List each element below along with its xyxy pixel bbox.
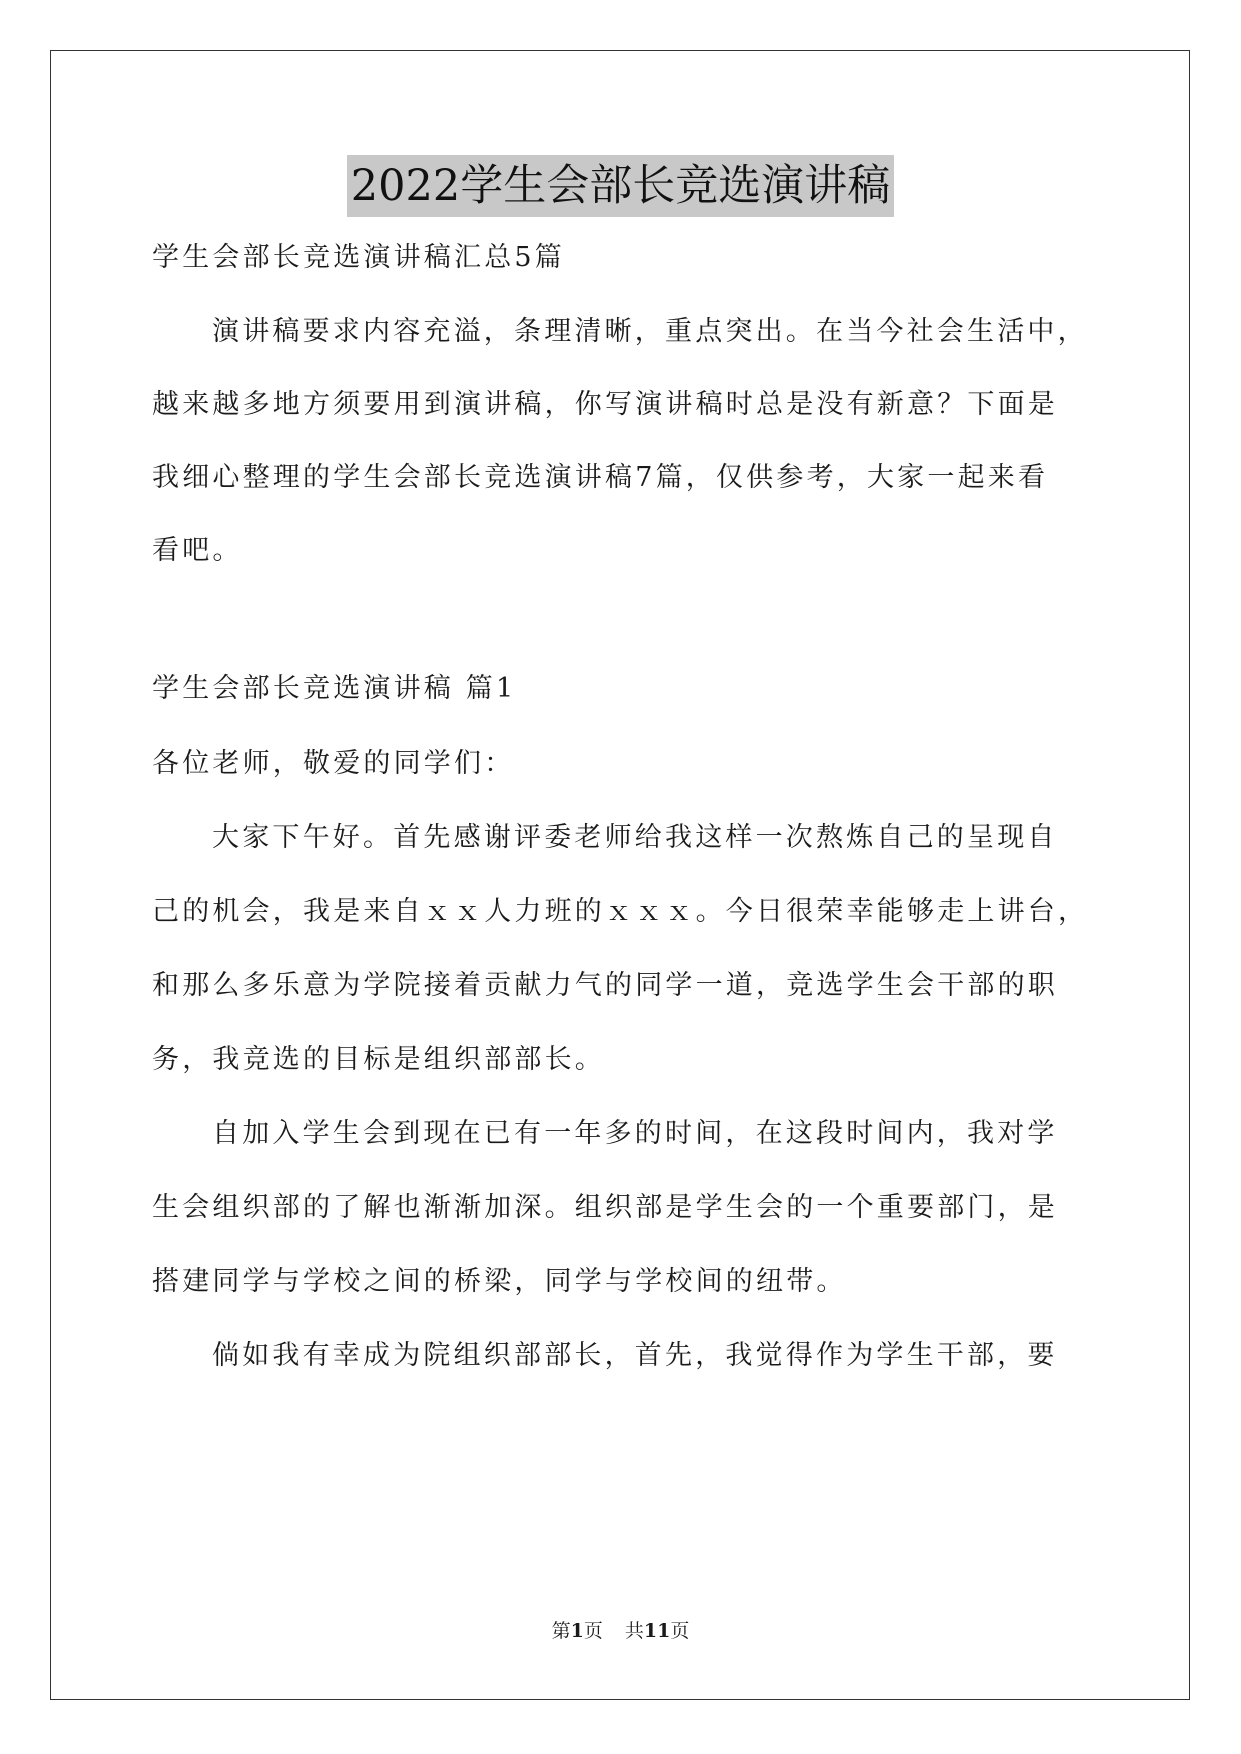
subtitle: 学生会部长竞选演讲稿汇总5篇 <box>152 242 565 273</box>
footer-total-pages: 11 <box>643 1620 671 1642</box>
footer-page-suffix: 页 <box>583 1620 603 1642</box>
section-heading: 学生会部长竞选演讲稿 篇1 <box>152 673 517 704</box>
footer-page-prefix: 第 <box>551 1620 571 1642</box>
paragraph-line: 自加入学生会到现在已有一年多的时间，在这段时间内，我对学 <box>212 1118 1058 1149</box>
page-footer <box>0 1616 1241 1643</box>
paragraph-line: 倘如我有幸成为院组织部部长，首先，我觉得作为学生干部，要 <box>212 1340 1058 1371</box>
intro-line: 看吧。 <box>152 535 243 566</box>
document-title: 2022学生会部长竞选演讲稿 <box>347 155 894 217</box>
footer-total-suffix: 页 <box>670 1620 690 1642</box>
intro-line: 演讲稿要求内容充溢，条理清晰，重点突出。在当今社会生活中， <box>212 316 1088 347</box>
intro-line: 我细心整理的学生会部长竞选演讲稿7篇，仅供参考，大家一起来看 <box>152 462 1049 493</box>
title-container <box>0 155 1241 217</box>
paragraph-line: 和那么多乐意为学院接着贡献力气的同学一道，竞选学生会干部的职 <box>152 970 1058 1001</box>
intro-line: 越来越多地方须要用到演讲稿，你写演讲稿时总是没有新意？下面是 <box>152 389 1058 420</box>
page-border <box>50 50 1190 1700</box>
paragraph-line: 生会组织部的了解也渐渐加深。组织部是学生会的一个重要部门，是 <box>152 1192 1058 1223</box>
paragraph-line: 务，我竞选的目标是组织部部长。 <box>152 1044 605 1075</box>
paragraph-line: 己的机会，我是来自ｘｘ人力班的ｘｘｘ。今日很荣幸能够走上讲台， <box>152 896 1089 927</box>
paragraph-line: 搭建同学与学校之间的桥梁，同学与学校间的纽带。 <box>152 1266 847 1297</box>
greeting: 各位老师，敬爱的同学们： <box>152 748 515 779</box>
paragraph-line: 大家下午好。首先感谢评委老师给我这样一次熬炼自己的呈现自 <box>212 822 1058 853</box>
footer-total-prefix: 共 <box>624 1620 644 1642</box>
footer-page-number: 1 <box>570 1620 584 1642</box>
